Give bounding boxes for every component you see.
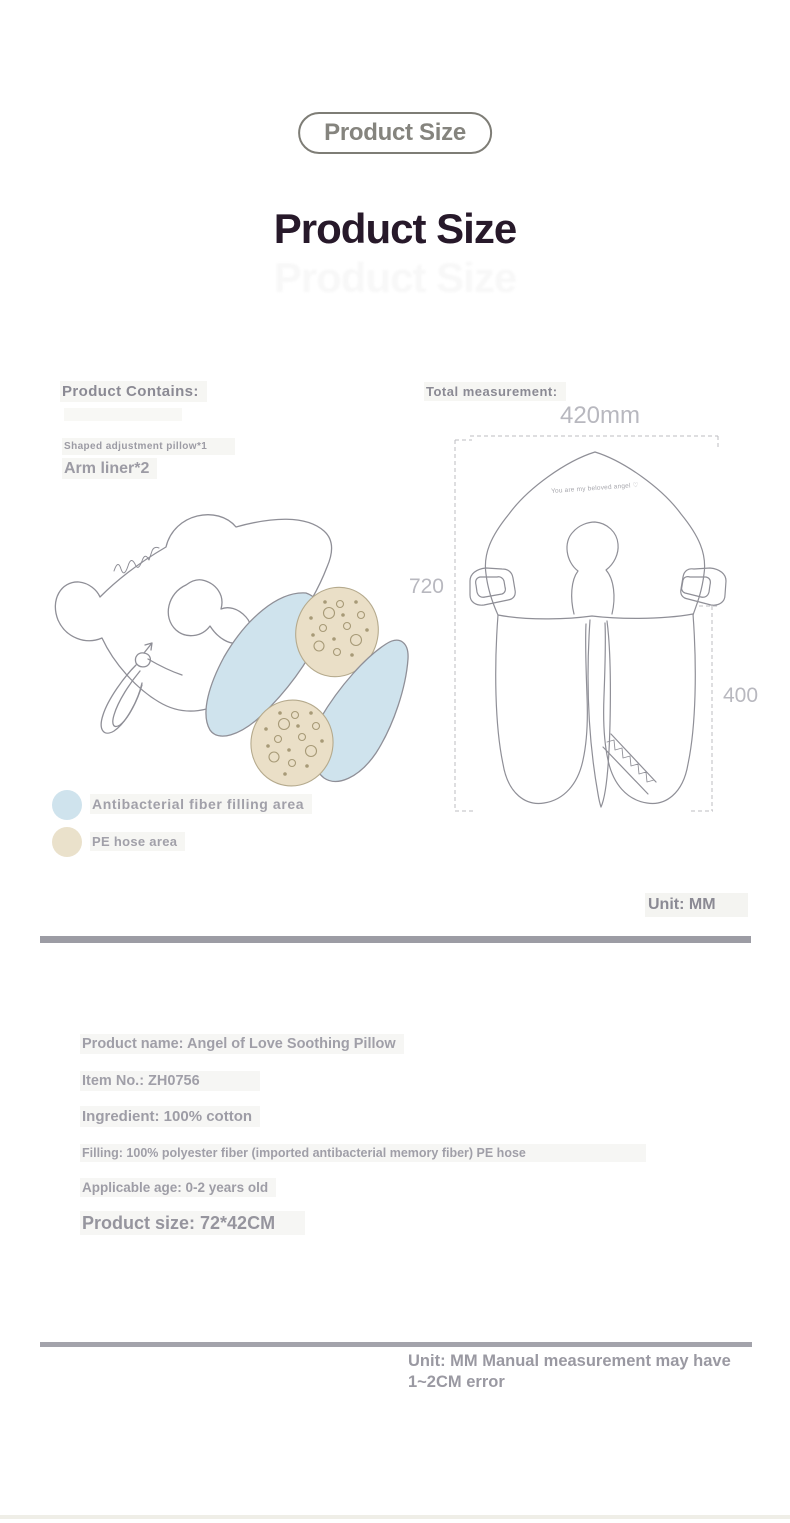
- contains-item-arm-liner: Arm liner*2: [62, 460, 157, 478]
- detail-applicable-age: Applicable age: 0-2 years old: [80, 1180, 276, 1195]
- pillow-top-outline: [485, 452, 704, 615]
- pillow-left-leg: [496, 615, 588, 803]
- side-tab-left: [470, 568, 515, 605]
- page-title-reflection: Product Size: [273, 254, 517, 301]
- zipper-band: [603, 734, 656, 794]
- page-title: Product Size: [273, 205, 517, 252]
- detail-filling: Filling: 100% polyester fiber (imported antibacterial memory fiber) PE hose: [80, 1146, 646, 1160]
- legend-swatch-antibacterial: [52, 790, 82, 820]
- detail-ingredient: Ingredient: 100% cotton: [80, 1108, 260, 1125]
- dimension-depth-label: 400: [723, 684, 759, 707]
- pillow-center-strap: [588, 620, 610, 807]
- embroidery-text: You are my beloved angel ♡: [550, 481, 639, 496]
- legend-swatch-pe-hose: [52, 827, 82, 857]
- product-contains-heading-text: Product Contains:: [60, 381, 207, 402]
- pillow-components-illustration: [40, 487, 412, 793]
- section-badge: [298, 112, 492, 154]
- side-tab-right: [681, 568, 726, 605]
- detail-product-size: Product size: 72*42CM: [80, 1213, 305, 1234]
- bottom-strip: [0, 1515, 790, 1519]
- product-contains-heading: [60, 383, 207, 400]
- pillow-seam: [498, 614, 693, 619]
- section-divider-top: [40, 936, 751, 943]
- legend-label-antibacterial: Antibacterial fiber filling area: [90, 796, 312, 812]
- pillow-head-keyhole: [567, 522, 618, 614]
- erased-text-highlight: [64, 408, 182, 421]
- detail-item-no: Item No.: ZH0756: [80, 1073, 260, 1089]
- detail-product-name: Product name: Angel of Love Soothing Pillow: [80, 1036, 404, 1052]
- dimension-width-label: 420mm: [559, 402, 641, 429]
- legend-label-pe-hose: PE hose area: [90, 834, 185, 849]
- contains-item-shaped-pillow: Shaped adjustment pillow*1: [62, 438, 235, 455]
- section-badge-label: Product Size: [324, 119, 466, 146]
- measurement-error-note: Unit: MM Manual measurement may have 1~2CM error: [408, 1352, 731, 1391]
- total-measurement-heading: Total measurement:: [424, 384, 566, 399]
- dimension-height-label: 720: [408, 575, 444, 598]
- unit-mm-label: Unit: MM: [645, 893, 748, 917]
- pillow-size-diagram: [420, 428, 770, 820]
- section-divider-bottom: [40, 1342, 752, 1347]
